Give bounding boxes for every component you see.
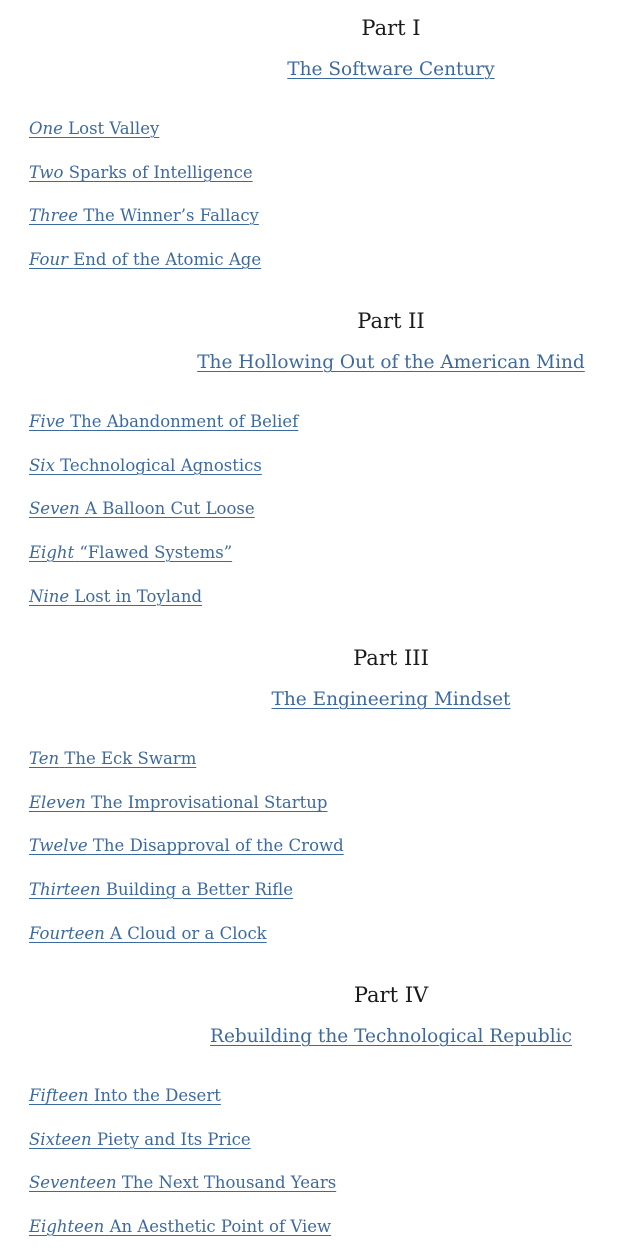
chapter-anchor[interactable] [29, 749, 196, 768]
chapter-link[interactable] [29, 879, 293, 901]
part-title-link[interactable]: The Engineering Mindset [271, 689, 511, 710]
chapter-anchor[interactable] [29, 119, 159, 138]
part-title-link-wrapper [0, 687, 628, 713]
chapter-link[interactable] [29, 498, 255, 520]
chapter-anchor[interactable] [29, 1173, 336, 1192]
chapter-link[interactable] [29, 1085, 221, 1107]
chapter-number: Ten [29, 749, 60, 768]
chapter-anchor[interactable] [29, 836, 344, 855]
chapter-link[interactable] [29, 411, 298, 433]
chapter-link[interactable] [29, 455, 262, 477]
chapter-title: Into the Desert [93, 1086, 221, 1105]
chapter-number: Four [29, 250, 68, 269]
chapter-title: Technological Agnostics [60, 456, 262, 475]
chapter-number: Six [29, 456, 55, 475]
chapter-number: Seventeen [29, 1173, 117, 1192]
chapter-link[interactable] [29, 249, 261, 271]
chapter-anchor[interactable] [29, 499, 255, 518]
part-title-link[interactable]: The Hollowing Out of the American Mind [197, 352, 585, 373]
chapter-link[interactable] [29, 1172, 336, 1194]
chapter-anchor[interactable] [29, 456, 262, 475]
chapter-link[interactable] [29, 1216, 331, 1238]
chapter-title: Lost in Toyland [74, 587, 203, 606]
chapter-anchor[interactable] [29, 587, 202, 606]
chapter-number: Seven [29, 499, 80, 518]
chapter-number: Five [29, 412, 65, 431]
chapter-anchor[interactable] [29, 206, 259, 225]
chapter-number: Two [29, 163, 64, 182]
part-title-link-wrapper [0, 1024, 628, 1050]
chapter-title: The Abandonment of Belief [70, 412, 299, 431]
chapter-title: The Disapproval of the Crowd [92, 836, 344, 855]
chapter-number: Eleven [29, 793, 86, 812]
chapter-anchor[interactable] [29, 1217, 331, 1236]
chapter-number: Sixteen [29, 1130, 92, 1149]
chapter-title: Building a Better Rifle [105, 880, 294, 899]
part-title-link-wrapper [0, 57, 628, 83]
chapter-link[interactable] [29, 835, 344, 857]
part-title-link-wrapper [0, 350, 628, 376]
chapter-number: Eight [29, 543, 75, 562]
chapter-link[interactable] [29, 923, 267, 945]
chapter-number: Fourteen [29, 924, 105, 943]
chapter-link[interactable] [29, 205, 259, 227]
chapter-anchor[interactable] [29, 250, 261, 269]
chapter-link[interactable] [29, 792, 327, 814]
chapter-anchor[interactable] [29, 793, 327, 812]
chapter-link[interactable] [29, 1129, 251, 1151]
chapter-anchor[interactable] [29, 1086, 221, 1105]
part-title-link[interactable]: Rebuilding the Technological Republic [210, 1026, 572, 1047]
chapter-title: The Eck Swarm [64, 749, 197, 768]
chapter-title: Sparks of Intelligence [68, 163, 253, 182]
chapter-number: One [29, 119, 63, 138]
chapter-anchor[interactable] [29, 412, 298, 431]
chapter-title: Lost Valley [68, 119, 160, 138]
chapter-number: Three [29, 206, 79, 225]
part-heading: Part III [353, 646, 429, 670]
chapter-title: The Winner’s Fallacy [83, 206, 259, 225]
chapter-number: Fifteen [29, 1086, 89, 1105]
chapter-title: An Aesthetic Point of View [109, 1217, 332, 1236]
chapter-link[interactable] [29, 748, 196, 770]
chapter-number: Thirteen [29, 880, 101, 899]
chapter-title: A Balloon Cut Loose [85, 499, 255, 518]
chapter-anchor[interactable] [29, 880, 293, 899]
chapter-number: Nine [29, 587, 70, 606]
chapter-title: “Flawed Systems” [79, 543, 233, 562]
chapter-title: End of the Atomic Age [73, 250, 262, 269]
chapter-link[interactable] [29, 118, 159, 140]
chapter-number: Twelve [29, 836, 88, 855]
chapter-title: Piety and Its Price [96, 1130, 251, 1149]
chapter-title: The Improvisational Startup [91, 793, 328, 812]
chapter-link[interactable] [29, 542, 232, 564]
part-heading: Part II [357, 309, 425, 333]
chapter-title: The Next Thousand Years [121, 1173, 337, 1192]
chapter-anchor[interactable] [29, 163, 253, 182]
chapter-link[interactable] [29, 162, 253, 184]
chapter-anchor[interactable] [29, 543, 232, 562]
chapter-anchor[interactable] [29, 1130, 251, 1149]
part-heading: Part IV [353, 983, 429, 1007]
chapter-link[interactable] [29, 586, 202, 608]
chapter-number: Eighteen [29, 1217, 105, 1236]
chapter-anchor[interactable] [29, 924, 267, 943]
chapter-title: A Cloud or a Clock [110, 924, 267, 943]
part-title-link[interactable]: The Software Century [287, 59, 495, 80]
part-heading: Part I [361, 16, 421, 40]
